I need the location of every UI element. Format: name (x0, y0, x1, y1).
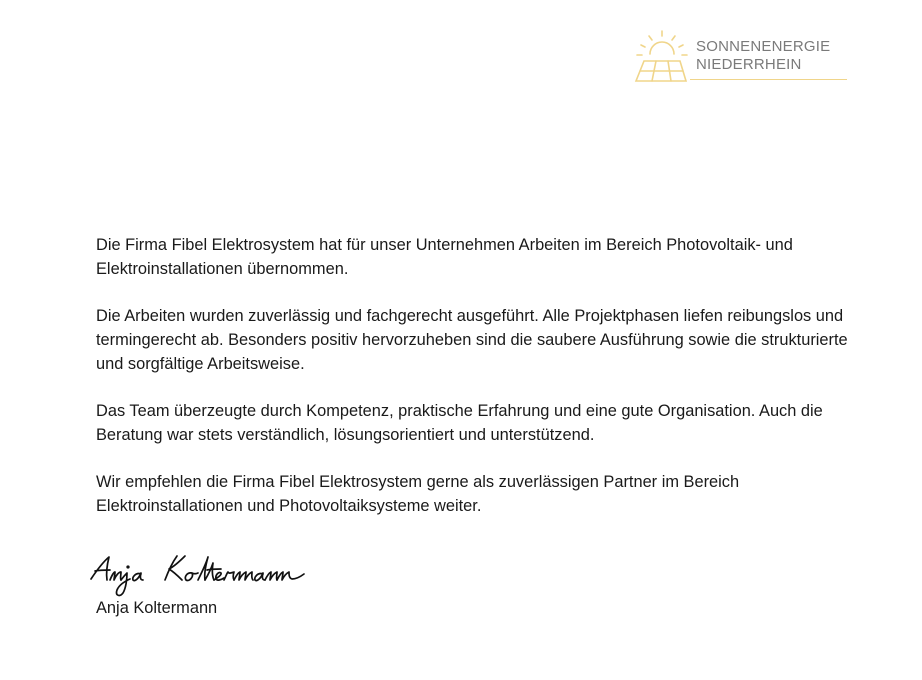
letter-body (96, 233, 856, 541)
brand-name (696, 38, 830, 74)
company-logo (631, 28, 849, 84)
signer-name: Anja Koltermann (96, 599, 218, 617)
paragraph-recommendation: Wir empfehlen die Firma Fibel Elektrosystem gerne als zuverlässigen Partner im Bereich Elektroinstallationen und Photovoltaiksysteme weiter. (96, 473, 740, 515)
brand-underline (690, 79, 847, 80)
paragraph-team: Das Team überzeugte durch Kompetenz, praktische Erfahrung und eine gute Organisation. Auch die Beratung war stets verständlich, lösungsorientiert und unterstützend. (96, 402, 823, 444)
paragraph-intro: Die Firma Fibel Elektrosystem hat für unser Unternehmen Arbeiten im Bereich Photovoltaik- und Elektroinstallationen übernommen. (96, 236, 793, 278)
brand-line-1: SONNENENERGIE (696, 38, 831, 55)
paragraph-execution: Die Arbeiten wurden zuverlässig und fachgerecht ausgeführt. Alle Projektphasen liefen reibungslos und termingerecht ab. Besonders positiv hervorzuheben sind die saubere Ausführung sowie die strukturierte und sorgfältige Arbeitsweise. (96, 307, 848, 373)
signature-block (88, 552, 348, 622)
handwritten-signature (88, 552, 310, 598)
sun-over-solar-panel-icon (631, 28, 691, 84)
brand-line-2: NIEDERRHEIN (696, 56, 802, 73)
